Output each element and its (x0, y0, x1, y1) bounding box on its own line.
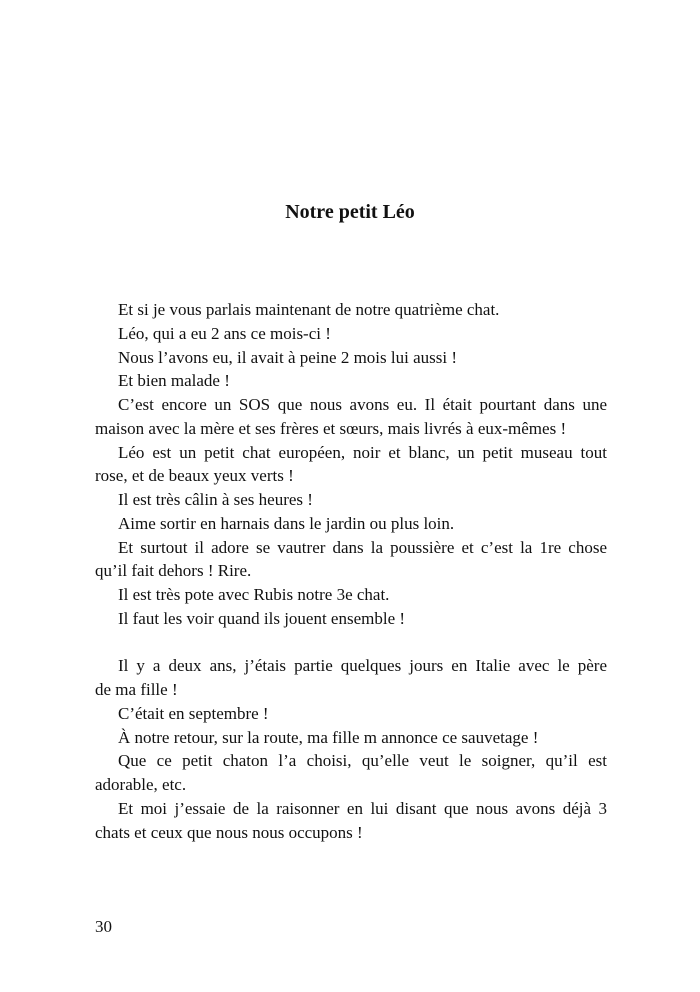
paragraph-gap (95, 631, 607, 655)
page-number: 30 (95, 917, 112, 936)
text-line: Et bien malade ! (118, 371, 230, 391)
text-line: de ma fille ! (95, 680, 178, 699)
text-line: adorable, etc. (95, 775, 187, 794)
chapter-text (95, 298, 607, 844)
text-line: Et moi j’essaie de la raisonner en lui disant que nous avons déjà 3 (118, 798, 607, 818)
chapter-title: Notre petit Léo (285, 201, 415, 223)
text-line: À notre retour, sur la route, ma fille m annonce ce sauvetage ! (118, 727, 539, 747)
text-line: C’est encore un SOS que nous avons eu. Il était pourtant dans une (118, 395, 607, 414)
text-line: maison avec la mère et ses frères et sœurs, mais livrés à eux-mêmes ! (95, 418, 567, 438)
text-line: Et si je vous parlais maintenant de notre quatrième chat. (118, 300, 500, 319)
text-line: Il est très pote avec Rubis notre 3e chat. (118, 585, 390, 604)
text-line: qu’il fait dehors ! Rire. (95, 561, 252, 581)
text-line: Nous l’avons eu, il avait à peine 2 mois lui aussi ! (118, 347, 457, 367)
text-line: Il y a deux ans, j’étais partie quelques jours en Italie avec le père (118, 656, 607, 676)
text-line: Il faut les voir quand ils jouent ensemble ! (118, 608, 406, 628)
text-line: Que ce petit chaton l’a choisi, qu’elle veut le soigner, qu’il est (118, 751, 607, 771)
text-line: Léo est un petit chat européen, noir et blanc, un petit museau tout (118, 442, 607, 462)
text-line: Léo, qui a eu 2 ans ce mois-ci ! (118, 323, 331, 343)
text-line: Aime sortir en harnais dans le jardin ou plus loin. (118, 513, 455, 533)
text-line: Et surtout il adore se vautrer dans la poussière et c’est la 1re chose (118, 537, 607, 557)
text-line: Il est très câlin à ses heures ! (118, 490, 313, 509)
text-line: chats et ceux que nous nous occupons ! (95, 822, 363, 842)
text-line: C’était en septembre ! (118, 703, 269, 723)
text-line: rose, et de beaux yeux verts ! (95, 466, 294, 486)
